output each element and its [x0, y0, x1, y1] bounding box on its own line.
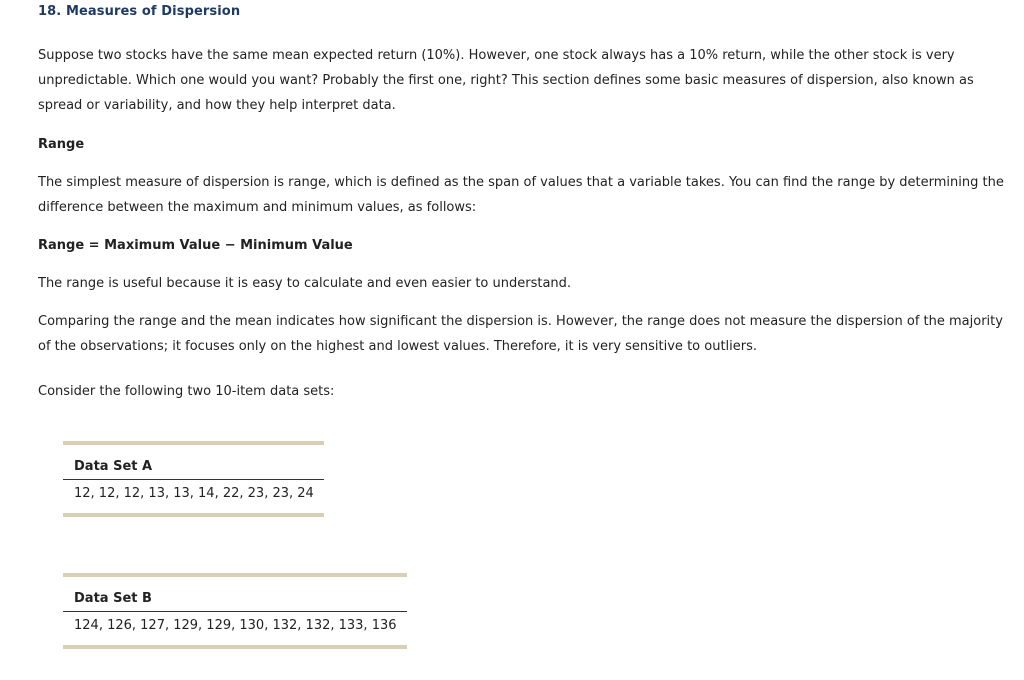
range-heading: Range [38, 137, 85, 152]
section-title: 18. Measures of Dispersion [38, 4, 241, 19]
data-set-b-values: 124, 126, 127, 129, 129, 130, 132, 132, 133, 136 [74, 618, 397, 633]
range-comparison-paragraph: Comparing the range and the mean indicates how significant the dispersion is. However, the range does not measure the dispersion of the majority of the observations; it focuses only on the highest and lowest values. Therefore, it is very sensitive to outliers. [38, 314, 1003, 354]
data-set-a-header: Data Set A [63, 445, 324, 480]
consider-paragraph: Consider the following two 10-item data sets: [38, 384, 335, 399]
range-formula: Range = Maximum Value − Minimum Value [38, 238, 353, 253]
range-definition-paragraph: The simplest measure of dispersion is range, which is defined as the span of values that a variable takes. You can find the range by determining the difference between the maximum and minimum values, as follows: [38, 175, 1004, 215]
data-set-b-header: Data Set B [63, 577, 407, 612]
data-set-a-table [63, 441, 324, 517]
data-set-b-table [63, 573, 407, 649]
range-usefulness-paragraph: The range is useful because it is easy to calculate and even easier to understand. [38, 276, 572, 291]
data-set-a-values: 12, 12, 12, 13, 13, 14, 22, 23, 23, 24 [74, 486, 314, 501]
intro-paragraph: Suppose two stocks have the same mean expected return (10%). However, one stock always has a 10% return, while the other stock is very unpredictable. Which one would you want? Probably the first one, right? This section defines some basic measures of dispersion, also known as spread or variability, and how they help interpret data. [38, 48, 974, 113]
